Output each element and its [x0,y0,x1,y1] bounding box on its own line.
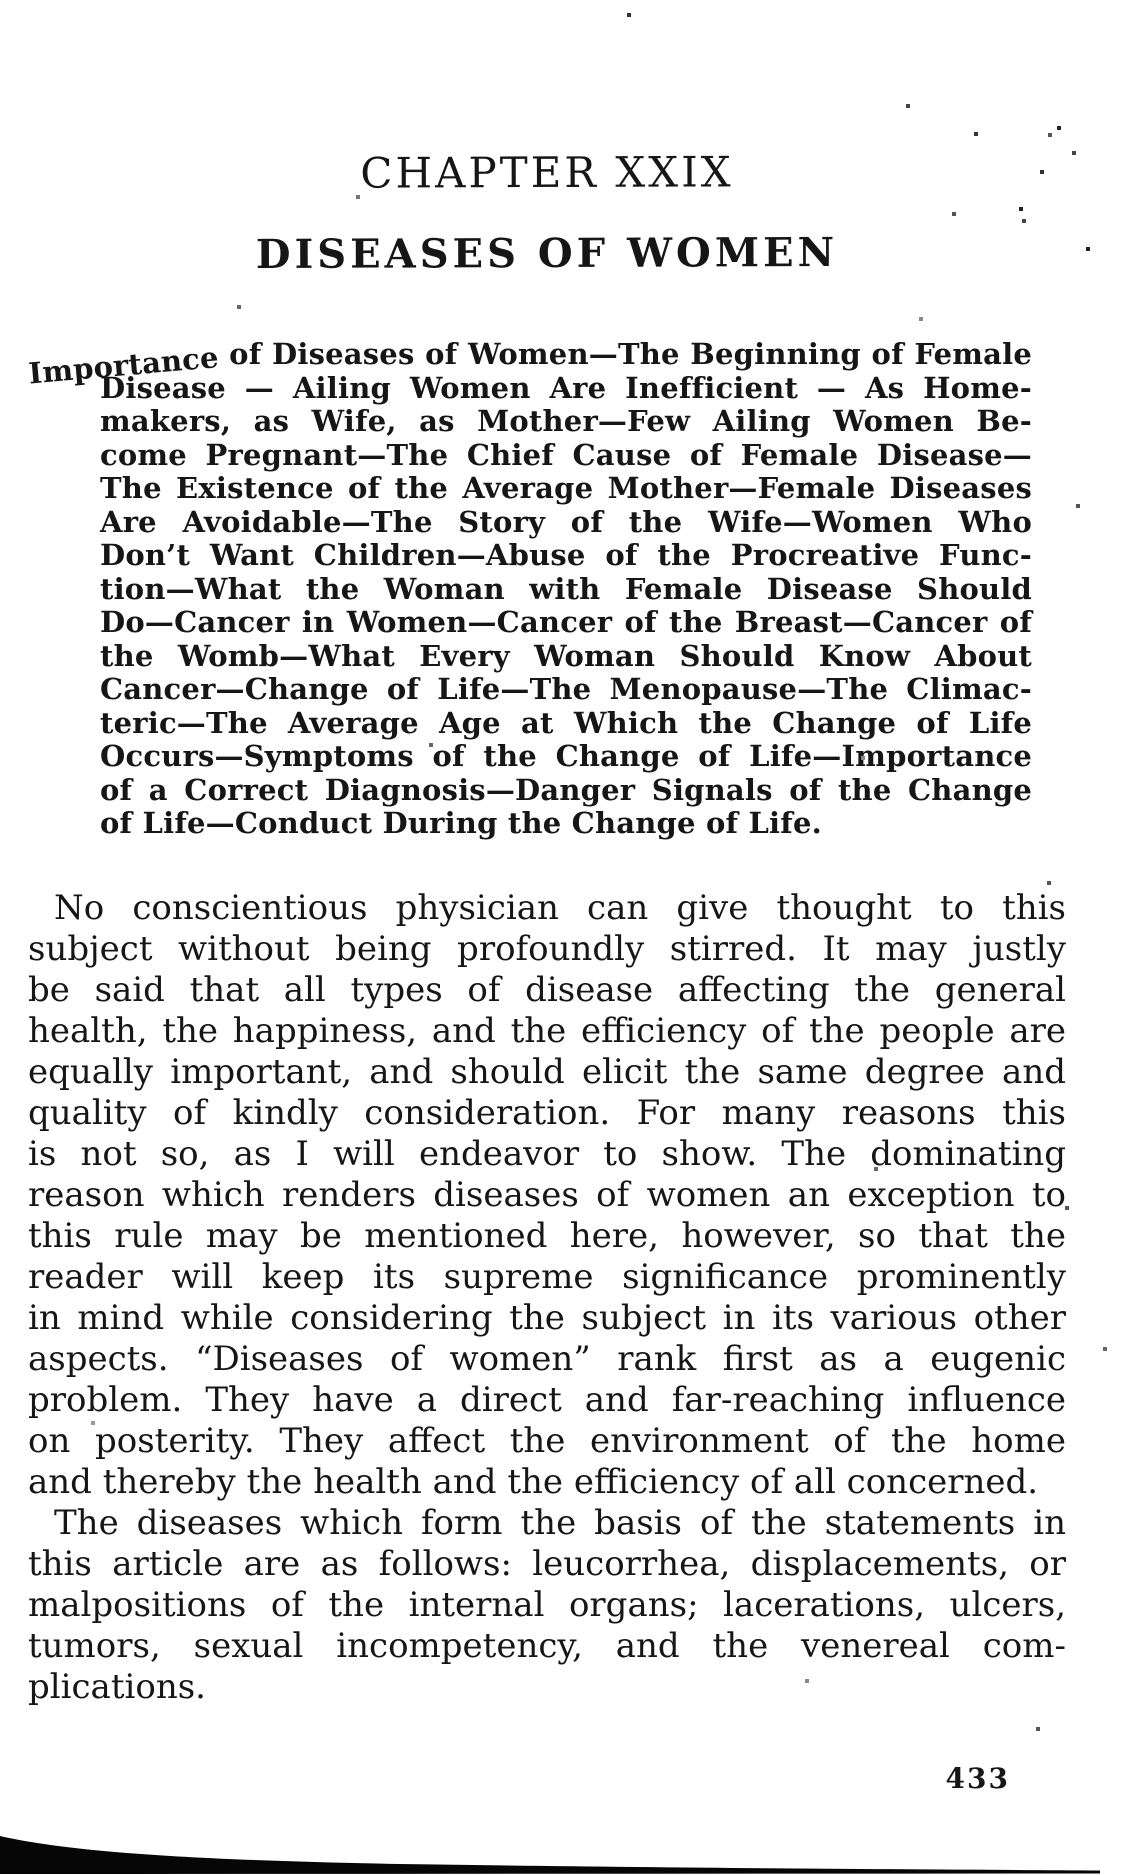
text-line: tion—What the Woman with Female Disease Should [100,571,1032,606]
text-line: The diseases which form the basis of the statements in [54,1502,1066,1543]
text-line: Do—Cancer in Women—Cancer of the Breast—Cancer of [100,605,1032,640]
text-line: on posterity. They affect the environment of the home [28,1420,1066,1461]
scan-edge-artifact [0,1789,1128,1875]
text-line: equally important, and should elicit the same degree and [28,1051,1066,1092]
text-line: reader will keep its supreme significance prominently [28,1256,1066,1297]
text-line: Are Avoidable—The Story of the Wife—Women Who [100,504,1032,539]
text-line: the Womb—What Every Woman Should Know About [100,638,1032,673]
page-title: DISEASES OF WOMEN [255,229,839,279]
text-line: come Pregnant—The Chief Cause of Female Disease— [100,437,1032,472]
text-line: of Life—Conduct During the Change of Life. [100,806,822,841]
text-line: teric—The Average Age at Which the Change of Life [100,705,1032,740]
text-line: No conscientious physician can give thought to this [54,887,1066,928]
paragraph [28,1503,1066,1708]
text-line: this article are as follows: leucorrhea, displacements, or [28,1543,1066,1584]
text-line: health, the happiness, and the efficiency of the people are [28,1010,1066,1051]
text-line: The Existence of the Average Mother—Female Diseases [100,471,1032,506]
text-line: in mind while considering the subject in its various other [28,1297,1066,1338]
text-line: malpositions of the internal organs; lacerations, ulcers, [28,1584,1066,1625]
text-line: problem. They have a direct and far-reaching influence [28,1379,1066,1420]
text-line: be said that all types of disease affecting the general [28,969,1066,1010]
text-line: Occurs—Symptoms of the Change of Life—Importance [100,739,1032,774]
text-line: tumors, sexual incompetency, and the venereal com- [28,1625,1066,1666]
chapter-summary [28,338,1066,841]
text-line: of a Correct Diagnosis—Danger Signals of the Change [100,772,1032,807]
text-line: Disease — Ailing Women Are Inefficient — As Home- [100,370,1032,405]
text-line: this rule may be mentioned here, however, so that the [28,1215,1066,1256]
text-line: plications. [28,1666,206,1707]
summary-first-line-rest: of Diseases of Women—The Beginning of Female [218,337,1032,372]
scan-noise-specks [0,0,2,2]
chapter-heading: CHAPTER XXIX [360,147,734,198]
text-line: subject without being profoundly stirred. It may justly [28,928,1066,969]
text-line: makers, as Wife, as Mother—Few Ailing Women Be- [100,404,1032,439]
text-line: quality of kindly consideration. For many reasons this [28,1092,1066,1133]
text-line: and thereby the health and the efficiency of all concerned. [28,1461,1039,1502]
text-line: is not so, as I will endeavor to show. The dominating [28,1133,1066,1174]
body-text [28,888,1066,1708]
text-line: reason which renders diseases of women an exception to [28,1174,1066,1215]
text-line: Don’t Want Children—Abuse of the Procreative Func- [100,538,1032,573]
summary-first-word: Importance [27,340,220,391]
text-line: aspects. “Diseases of women” rank first as a eugenic [28,1338,1066,1379]
summary-lines [100,372,1032,841]
text-line: Cancer—Change of Life—The Menopause—The Climac- [100,672,1032,707]
paragraph [28,888,1066,1503]
page-number: 433 [945,1762,1010,1795]
